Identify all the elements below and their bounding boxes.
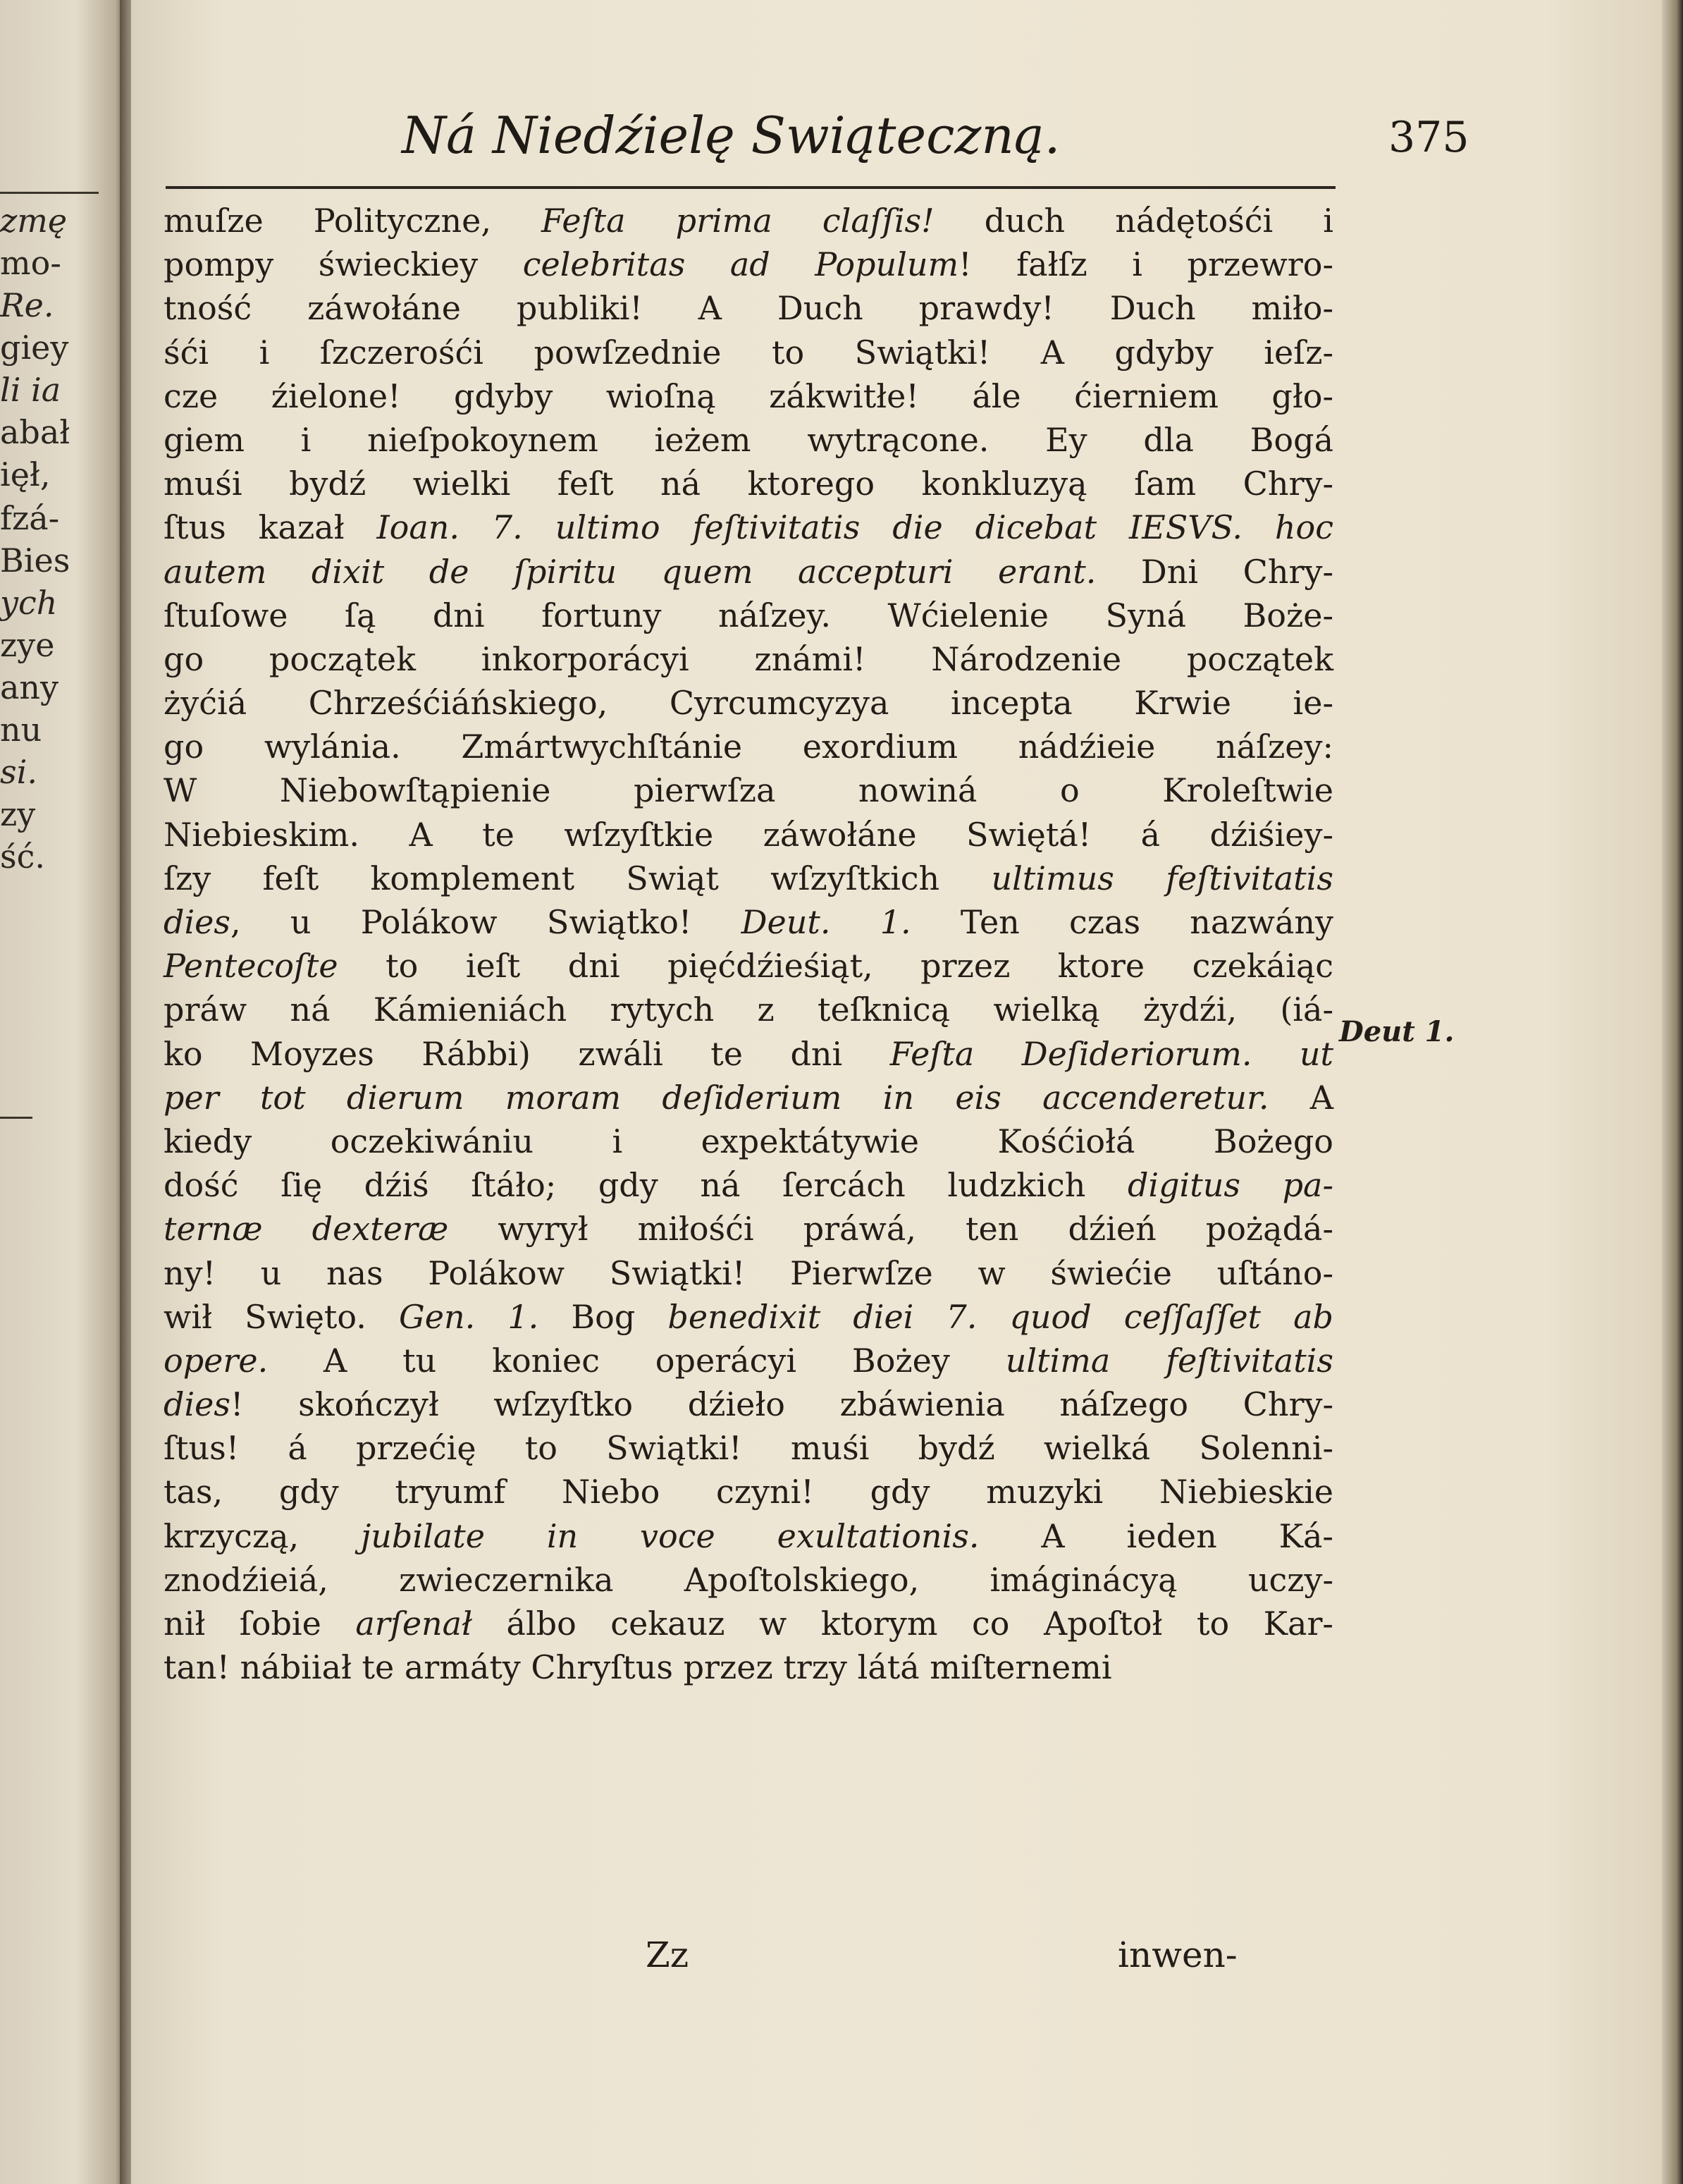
latin-phrase: ternæ dexteræ [164,1210,449,1249]
text-run: muſze Polityczne, [164,202,542,240]
text-run: dość ſię dźiś ſtáło; gdy ná ſercách ludzkich [164,1166,1128,1205]
latin-phrase: autem dixit de ſpiritu quem accepturi erant. [164,552,1097,591]
text-run: pompy świeckiey [164,245,523,284]
text-line [164,768,1333,812]
facing-page-rule [0,192,99,194]
text-line [164,1602,1333,1645]
text-run: álbo cekauz w ktorym co Apoſtoł to Kar- [472,1605,1333,1643]
text-run: go początek inkorporácyi známi! Národzenie początek [164,639,1333,678]
text-run: práw ná Kámieniách rytych z teſknicą wielką żydźi, (iá- [164,990,1333,1029]
text-line [164,988,1333,1031]
facing-page-line: Re. [0,286,54,324]
latin-phrase: dies [164,903,230,941]
text-line [164,1295,1333,1339]
text-run: ! skończył wſzyſtko dźieło zbáwienia náſzego Chry- [230,1385,1333,1424]
text-run: Ten czas nazwány [911,903,1333,941]
text-line [164,637,1333,681]
text-line [164,1426,1333,1470]
facing-page-line: abał [0,413,70,451]
text-run: żyćiá Chrześćiáńskiego, Cyrcumcyzya incepta Krwie ie- [164,684,1333,723]
latin-phrase: dies [164,1385,230,1424]
text-line [164,944,1333,988]
text-run: tan! nábiiał te armáty Chryſtus przez trzy látá miſternemi [164,1648,1112,1687]
text-run: , u Polákow Swiątko! [230,903,741,941]
text-run: tas, gdy tryumf Niebo czyni! gdy muzyki Niebieskie [164,1473,1333,1511]
running-head-title: Ná Niedźielę Swiąteczną. [402,106,1061,165]
text-run: giem i nieſpokoynem ieżem wytrącone. Ey dla Bogá [164,420,1333,459]
text-run: ! fałſz i przewro- [958,245,1333,284]
latin-phrase: celebritas ad Populum [522,245,959,284]
text-run: ſzy feſt komplement Swiąt wſzyſtkich [164,859,992,897]
page-number: 375 [1388,113,1469,162]
latin-phrase: ultimus feſtivitatis [991,859,1333,897]
latin-phrase: Gen. 1. [399,1297,539,1336]
text-line [164,243,1333,286]
text-line [164,286,1333,330]
latin-phrase: benedixit diei 7. quod ceſſaſſet ab [667,1297,1333,1336]
text-line [164,1076,1333,1119]
text-run: to ieſt dni pięćdźieśiąt, przez ktore czekáiąc [338,947,1333,986]
text-line [164,594,1333,637]
text-run: ſtus kazał [164,508,377,547]
latin-phrase: Feſta Deſideriorum. ut [889,1034,1334,1073]
margin-note: Deut 1. [1339,1015,1455,1048]
facing-page-rule [0,1117,32,1119]
text-line [164,1514,1333,1558]
facing-page-line: giey [0,329,69,367]
text-run: kiedy oczekiwániu i expektátywie Kośćiołá Bożego [164,1122,1333,1160]
text-run: znodźieiá, zwieczernika Apoſtolskiego, imáginácyą uczy- [164,1560,1333,1599]
latin-phrase: arſenał [355,1605,473,1643]
latin-phrase: Deut. 1. [741,903,911,941]
text-run: W Niebowſtąpienie pierwſza nowiná o Kroleſtwie [164,771,1333,810]
text-line [164,374,1333,418]
text-run: A tu koniec operácyi Bożey [268,1341,1006,1380]
latin-phrase: Feſta prima claſſis! [541,202,935,240]
facing-page-line: zye [0,626,55,664]
text-line [164,857,1333,900]
header-rule [166,186,1336,189]
text-line [164,1032,1333,1076]
facing-page-line: ięł, [0,455,51,493]
text-line [164,813,1333,857]
facing-page-line: mo- [0,244,61,282]
text-run: tność záwołáne publiki! A Duch prawdy! Duch miło- [164,289,1333,328]
text-line [164,900,1333,944]
facing-page-fragment [0,0,125,2184]
text-line [164,418,1333,462]
latin-phrase: Pentecoſte [164,947,338,986]
text-line [164,505,1333,549]
text-line [164,199,1333,243]
text-run: muśi bydź wielki feſt ná ktorego konkluzyą ſam Chry- [164,465,1333,503]
text-line [164,550,1333,594]
catchword: inwen- [1118,1934,1238,1975]
latin-phrase: per tot dierum moram deſiderium in eis accenderetur. [164,1078,1269,1117]
latin-phrase: Ioan. 7. ultimo feſtivitatis die dicebat IESVS. hoc [376,508,1333,547]
signature-mark: Zz [646,1934,689,1975]
text-run: A ieden Ká- [979,1516,1333,1555]
text-line [164,1339,1333,1382]
text-line [164,725,1333,768]
facing-page-line: li ia [0,371,61,409]
facing-page-line: si. [0,753,37,791]
text-run: go wylánia. Zmártwychſtánie exordium nádźieie náſzey: [164,728,1333,766]
facing-page-line: any [0,668,59,706]
text-run: ko Moyzes Rábbi) zwáli te dni [164,1034,890,1073]
facing-page-line: zmę [0,202,68,240]
text-run: wyrył miłośći práwá, ten dźień pożądá- [448,1210,1333,1249]
page-edge [1662,0,1683,2184]
text-run: Niebieskim. A te wſzyſtkie záwołáne Swiętá! á dźiśiey- [164,815,1333,854]
text-run: cze źielone! gdyby wioſną zákwitłe! ále ćierniem gło- [164,376,1333,415]
text-run: ny! u nas Polákow Swiątki! Pierwſze w świećie uſtáno- [164,1253,1333,1292]
latin-phrase: ultima feſtivitatis [1005,1341,1333,1380]
text-run: ſtuſowe ſą dni fortuny náſzey. Wćielenie Syná Boże- [164,596,1333,634]
facing-page-line: ść. [0,838,45,876]
facing-page-line: fzá- [0,499,60,537]
text-line [164,681,1333,725]
text-line [164,1163,1333,1207]
latin-phrase: digitus pa- [1127,1166,1333,1205]
body-text [164,199,1333,1689]
text-run: krzyczą, [164,1516,362,1555]
facing-page-line: zy [0,795,36,833]
text-run: Dni Chry- [1096,552,1333,591]
text-line [164,331,1333,374]
latin-phrase: jubilate in voce exultationis. [361,1516,980,1555]
text-run: A [1269,1078,1333,1117]
text-line [164,1251,1333,1295]
facing-page-line: nu [0,711,42,749]
text-line [164,1470,1333,1514]
facing-page-line: ych [0,584,58,622]
facing-page-line: Bies [0,541,70,579]
text-run: Bog [538,1297,668,1336]
text-line [164,1119,1333,1163]
text-line [164,462,1333,505]
text-run: duch nádętośći i [934,202,1334,240]
latin-phrase: opere. [164,1341,269,1380]
text-run: śći i ſzczerośći powſzednie to Swiątki! A gdyby ieſz- [164,333,1333,372]
text-run: wił Swięto. [164,1297,400,1336]
text-run: nił ſobie [164,1605,356,1643]
text-line [164,1645,1333,1689]
text-line [164,1382,1333,1426]
text-line [164,1558,1333,1602]
text-line [164,1207,1333,1251]
text-run: ſtus! á przećię to Swiątki! muśi bydź wielká Solenni- [164,1429,1333,1468]
